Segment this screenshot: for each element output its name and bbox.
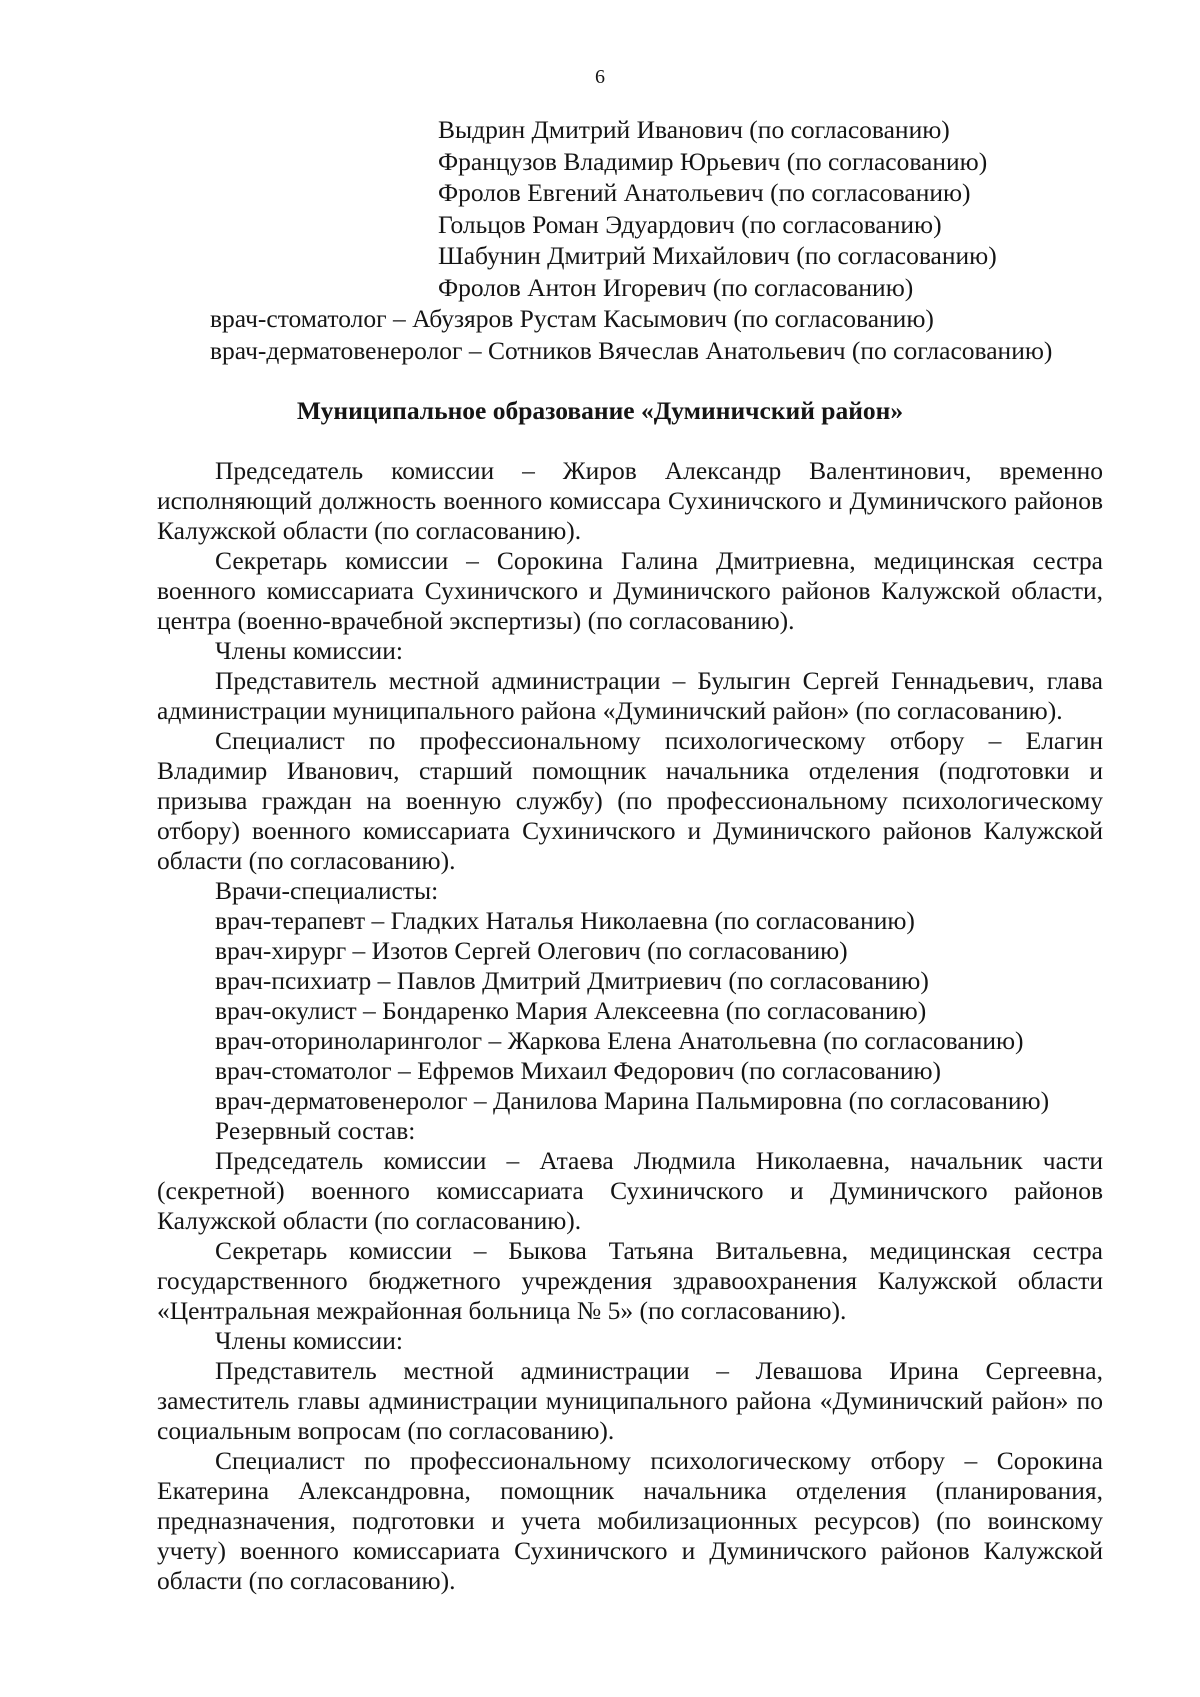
list-item: Гольцов Роман Эдуардович (по согласованию) xyxy=(438,209,942,239)
reserve-local-admin-paragraph: Представитель местной администрации – Левашова Ирина Сергеевна, заместитель главы администрации муниципального района «Думиничский район» по социальным вопросам (по согласованию). xyxy=(157,1356,1103,1445)
doctors-label: Врачи-специалисты: xyxy=(215,876,439,905)
psych-specialist-paragraph: Специалист по профессиональному психологическому отбору – Елагин Владимир Иванович, старший помощник начальника отделения (подготовки и призыва граждан на военную службу) (по профессиональному психологическому отбору) военного комиссариата Сухиничского и Думиничского районов Калужской области (по согласованию). xyxy=(157,726,1103,875)
list-item: Выдрин Дмитрий Иванович (по согласованию) xyxy=(438,115,950,144)
reserve-chairman-paragraph: Председатель комиссии – Атаева Людмила Николаевна, начальник части (секретной) военного комиссариата Сухиничского и Думиничского районов Калужской области (по согласованию). xyxy=(157,1146,1103,1235)
section-body xyxy=(157,456,1103,1596)
list-item: врач-стоматолог – Ефремов Михаил Федорович (по согласованию) xyxy=(215,1056,942,1085)
chairman-paragraph: Председатель комиссии – Жиров Александр Валентинович, временно исполняющий должность военного комиссара Сухиничского и Думиничского районов Калужской области (по согласованию). xyxy=(157,456,1103,545)
reserve-members-label: Члены комиссии: xyxy=(215,1326,403,1355)
list-item: врач-стоматолог – Абузяров Рустам Касымович (по согласованию) xyxy=(210,304,934,333)
page-number: 6 xyxy=(595,66,605,88)
list-item: Шабунин Дмитрий Михайлович (по согласованию) xyxy=(438,241,997,271)
list-item: врач-окулист – Бондаренко Мария Алексеевна (по согласованию) xyxy=(215,996,927,1025)
members-label: Члены комиссии: xyxy=(215,636,403,665)
list-item: врач-дерматовенеролог – Сотников Вячеслав Анатольевич (по согласованию) xyxy=(210,335,1053,365)
list-item: врач-психиатр – Павлов Дмитрий Дмитриевич (по согласованию) xyxy=(215,966,929,995)
secretary-paragraph: Секретарь комиссии – Сорокина Галина Дмитриевна, медицинская сестра военного комиссариата Сухиничского и Думиничского районов Калужской области, центра (военно-врачебной экспертизы) (по согласованию). xyxy=(157,546,1103,635)
list-item: Фролов Евгений Анатольевич (по согласованию) xyxy=(438,178,971,208)
list-item: врач-терапевт – Гладких Наталья Николаевна (по согласованию) xyxy=(215,906,915,935)
continued-member-list xyxy=(438,114,997,304)
continued-doctor-list xyxy=(210,303,1052,366)
reserve-psych-specialist-paragraph: Специалист по профессиональному психологическому отбору – Сорокина Екатерина Александровна, помощник начальника отделения (планирования, предназначения, подготовки и учета мобилизационных ресурсов) (по воинскому учету) военного комиссариата Сухиничского и Думиничского районов Калужской области (по согласованию). xyxy=(157,1446,1103,1595)
list-item: врач-оториноларинголог – Жаркова Елена Анатольевна (по согласованию) xyxy=(215,1026,1024,1055)
local-admin-paragraph: Представитель местной администрации – Булыгин Сергей Геннадьевич, глава администрации муниципального района «Думиничский район» (по согласованию). xyxy=(157,666,1103,725)
reserve-label: Резервный состав: xyxy=(215,1116,416,1145)
list-item: врач-хирург – Изотов Сергей Олегович (по согласованию) xyxy=(215,936,848,965)
list-item: Французов Владимир Юрьевич (по согласованию) xyxy=(438,146,988,176)
list-item: врач-дерматовенеролог – Данилова Марина Пальмировна (по согласованию) xyxy=(215,1086,1050,1115)
section-title: Муниципальное образование «Думиничский район» xyxy=(296,396,904,425)
list-item: Фролов Антон Игоревич (по согласованию) xyxy=(438,272,914,302)
reserve-secretary-paragraph: Секретарь комиссии – Быкова Татьяна Витальевна, медицинская сестра государственного бюджетного учреждения здравоохранения Калужской области «Центральная межрайонная больница № 5» (по согласованию). xyxy=(157,1236,1103,1325)
